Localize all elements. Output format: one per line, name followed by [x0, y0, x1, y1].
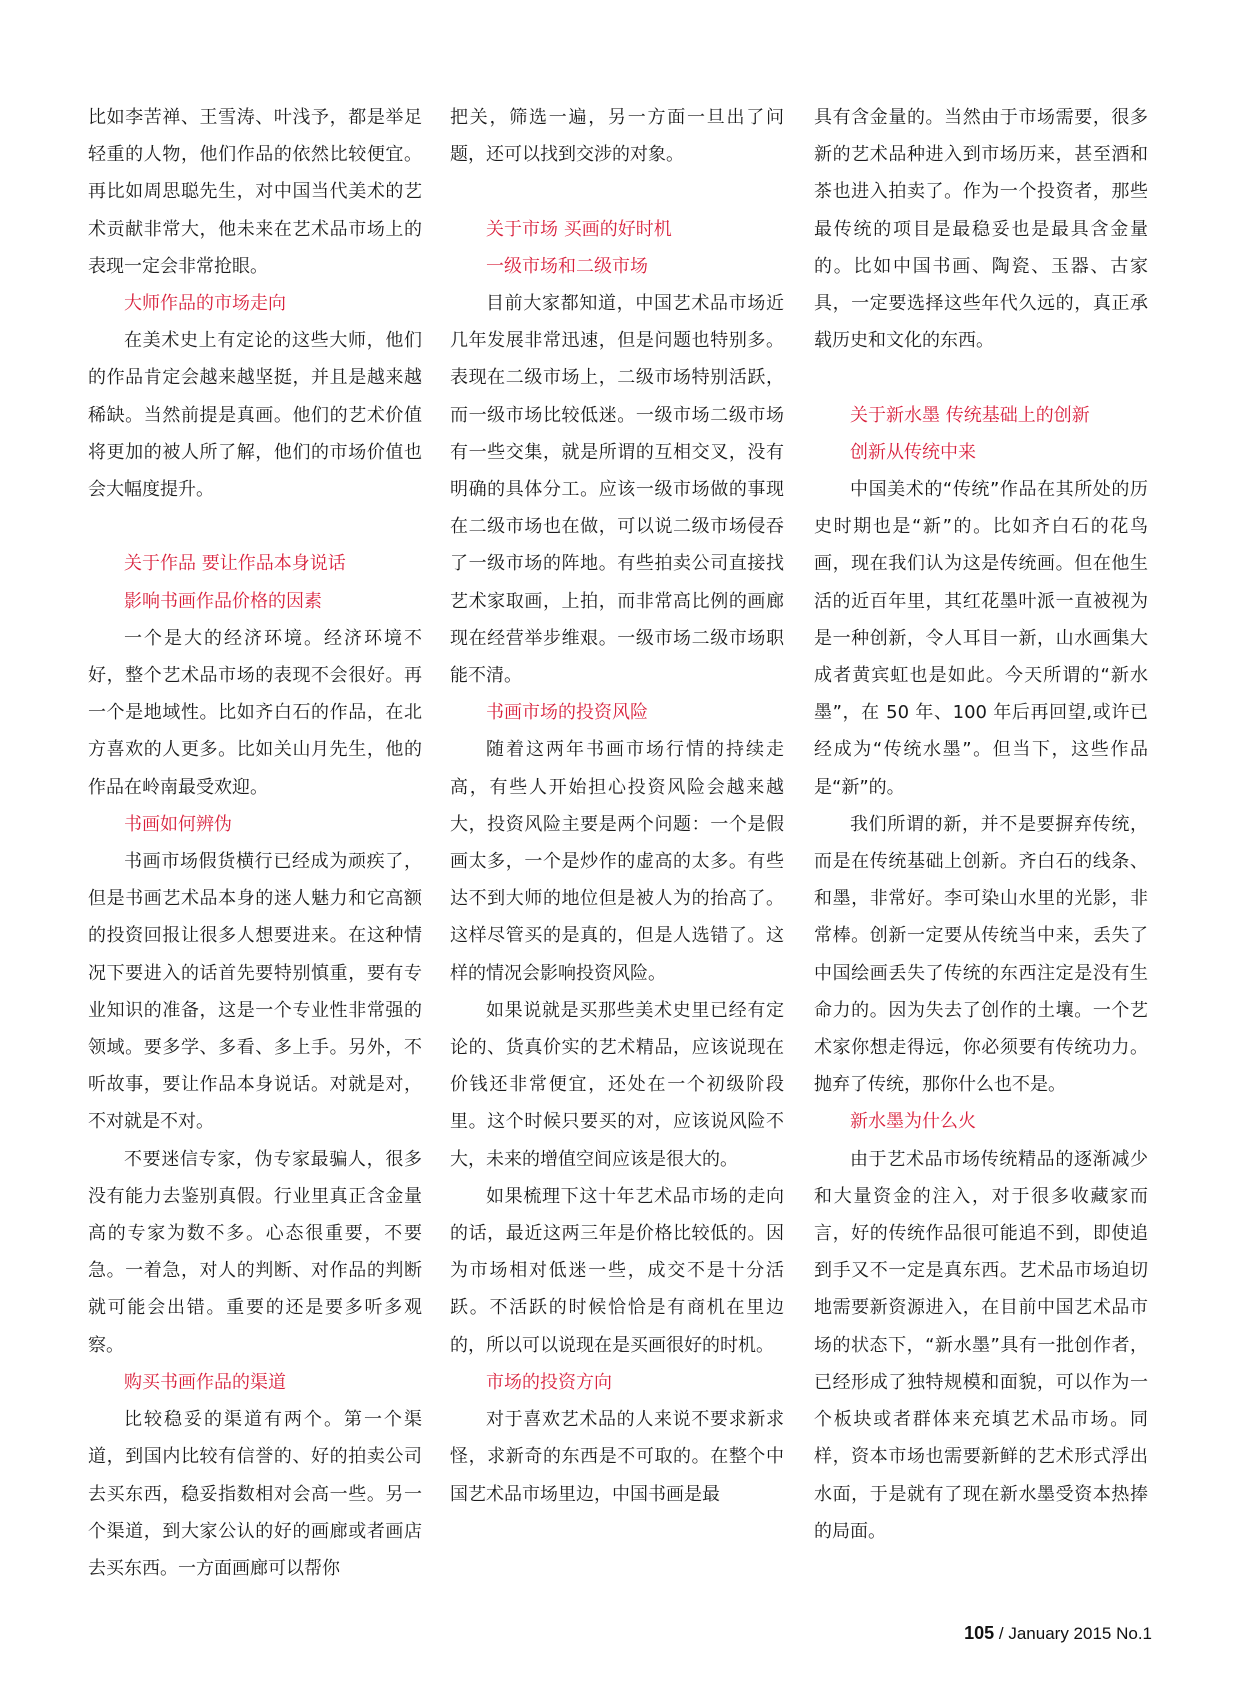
text-column-left: [88, 99, 422, 1587]
paragraph: 目前大家都知道，中国艺术品市场近几年发展非常迅速，但是问题也特别多。表现在二级市场上，二级市场特别活跃，而一级市场比较低迷。一级市场二级市场有一些交集，就是所谓的互相交叉，没有明确的具体分工。应该一级市场做的事现在二级市场也在做，可以说二级市场侵吞了一级市场的阵地。有些拍卖公司直接找艺术家取画，上拍，而非常高比例的画廊现在经营举步维艰。一级市场二级市场职能不清。: [450, 293, 784, 687]
section-subheading: 购买书画作品的渠道: [124, 1371, 286, 1393]
paragraph: 中国美术的“传统”作品在其所处的历史时期也是“新”的。比如齐白石的花鸟画，现在我们认为这是传统画。但在他生活的近百年里，其红花墨叶派一直被视为是一种创新，令人耳目一新，山水画集大成者黄宾虹也是如此。今天所谓的“新水墨”，在 50 年、100 年后再回望,或许已经成为“传统水墨”。但当下，这些作品是“新”的。: [814, 479, 1148, 798]
paragraph: 比较稳妥的渠道有两个。第一个渠道，到国内比较有信誉的、好的拍卖公司去买东西，稳妥指数相对会高一些。另一个渠道，到大家公认的好的画廊或者画店去买东西。一方面画廊可以帮你: [88, 1409, 422, 1579]
paragraph: 由于艺术品市场传统精品的逐渐减少和大量资金的注入，对于很多收藏家而言，好的传统作品很可能追不到，即使追到手又不一定是真东西。艺术品市场迫切地需要新资源进入，在目前中国艺术品市场的状态下，“新水墨”具有一批创作者，已经形成了独特规模和面貌，可以作为一个板块或者群体来充填艺术品市场。同样，资本市场也需要新鲜的艺术形式浮出水面，于是就有了现在新水墨受资本热捧的局面。: [814, 1148, 1148, 1542]
paragraph: 不要迷信专家，伪专家最骗人，很多没有能力去鉴别真假。行业里真正含金量高的专家为数不多。心态很重要，不要急。一着急，对人的判断、对作品的判断就可能会出错。重要的还是要多听多观察。: [88, 1148, 422, 1356]
paragraph: 如果梳理下这十年艺术品市场的走向的话，最近这两三年是价格比较低的。因为市场相对低迷一些，成交不是十分活跃。不活跃的时候恰恰是有商机在里边的，所以可以说现在是买画很好的时机。: [450, 1185, 784, 1356]
paragraph: 对于喜欢艺术品的人来说不要求新求怪，求新奇的东西是不可取的。在整个中国艺术品市场里边，中国书画是最: [450, 1409, 784, 1505]
section-heading: 关于新水墨 传统基础上的创新: [850, 404, 1090, 426]
paragraph: 如果说就是买那些美术史里已经有定论的、货真价实的艺术精品，应该说现在价钱还非常便宜，还处在一个初级阶段里。这个时候只要买的对，应该说风险不大，未来的增值空间应该是很大的。: [450, 999, 784, 1170]
section-subheading: 大师作品的市场走向: [124, 293, 286, 315]
paragraph: 比如李苦禅、王雪涛、叶浅予，都是举足轻重的人物，他们作品的依然比较便宜。再比如周思聪先生，对中国当代美术的艺术贡献非常大，他未来在艺术品市场上的表现一定会非常抢眼。: [88, 107, 422, 277]
paragraph: 具有含金量的。当然由于市场需要，很多新的艺术品种进入到市场历来，甚至酒和茶也进入拍卖了。作为一个投资者，那些最传统的项目是最稳妥也是最具含金量的。比如中国书画、陶瓷、玉器、古家具，一定要选择这些年代久远的，真正承载历史和文化的东西。: [814, 107, 1148, 352]
section-heading: 关于作品 要让作品本身说话: [124, 553, 346, 575]
paragraph: 我们所谓的新，并不是要摒弃传统，而是在传统基础上创新。齐白石的线条、和墨，非常好。李可染山水里的光影，非常棒。创新一定要从传统当中来，丢失了中国绘画丢失了传统的东西注定是没有生命力的。因为失去了创作的土壤。一个艺术家你想走得远，你必须要有传统功力。抛弃了传统，那你什么也不是。: [814, 813, 1148, 1096]
text-column-right: [814, 99, 1148, 1550]
text-column-middle: [450, 99, 784, 1513]
issue-label: / January 2015 No.1: [998, 1624, 1152, 1643]
section-subheading: 创新从传统中来: [850, 441, 976, 463]
paragraph: 在美术史上有定论的这些大师，他们的作品肯定会越来越坚挺，并且是越来越稀缺。当然前提是真画。他们的艺术价值将更加的被人所了解，他们的市场价值也会大幅度提升。: [88, 330, 422, 501]
page-footer: [964, 1623, 1152, 1644]
paragraph: 把关，筛选一遍，另一方面一旦出了问题，还可以找到交涉的对象。: [450, 107, 784, 166]
section-subheading: 市场的投资方向: [486, 1371, 612, 1393]
section-subheading: 书画市场的投资风险: [486, 702, 648, 724]
paragraph: 随着这两年书画市场行情的持续走高，有些人开始担心投资风险会越来越大，投资风险主要是两个问题：一个是假画太多，一个是炒作的虚高的太多。有些达不到大师的地位但是被人为的抬高了。这样尽管买的是真的，但是人选错了。这样的情况会影响投资风险。: [450, 739, 784, 984]
section-subheading: 一级市场和二级市场: [486, 255, 648, 277]
paragraph: 书画市场假货横行已经成为顽疾了，但是书画艺术品本身的迷人魅力和它高额的投资回报让很多人想要进来。在这种情况下要进入的话首先要特别慎重，要有专业知识的准备，这是一个专业性非常强的领域。要多学、多看、多上手。另外，不听故事，要让作品本身说话。对就是对，不对就是不对。: [88, 851, 422, 1133]
section-heading: 关于市场 买画的好时机: [486, 218, 672, 240]
paragraph: 一个是大的经济环境。经济环境不好，整个艺术品市场的表现不会很好。再一个是地域性。比如齐白石的作品，在北方喜欢的人更多。比如关山月先生，他的作品在岭南最受欢迎。: [88, 627, 422, 798]
section-subheading: 新水墨为什么火: [850, 1111, 976, 1133]
page-number: 105: [964, 1623, 995, 1643]
section-subheading: 书画如何辨伪: [124, 813, 232, 835]
section-subheading: 影响书画作品价格的因素: [124, 590, 322, 612]
